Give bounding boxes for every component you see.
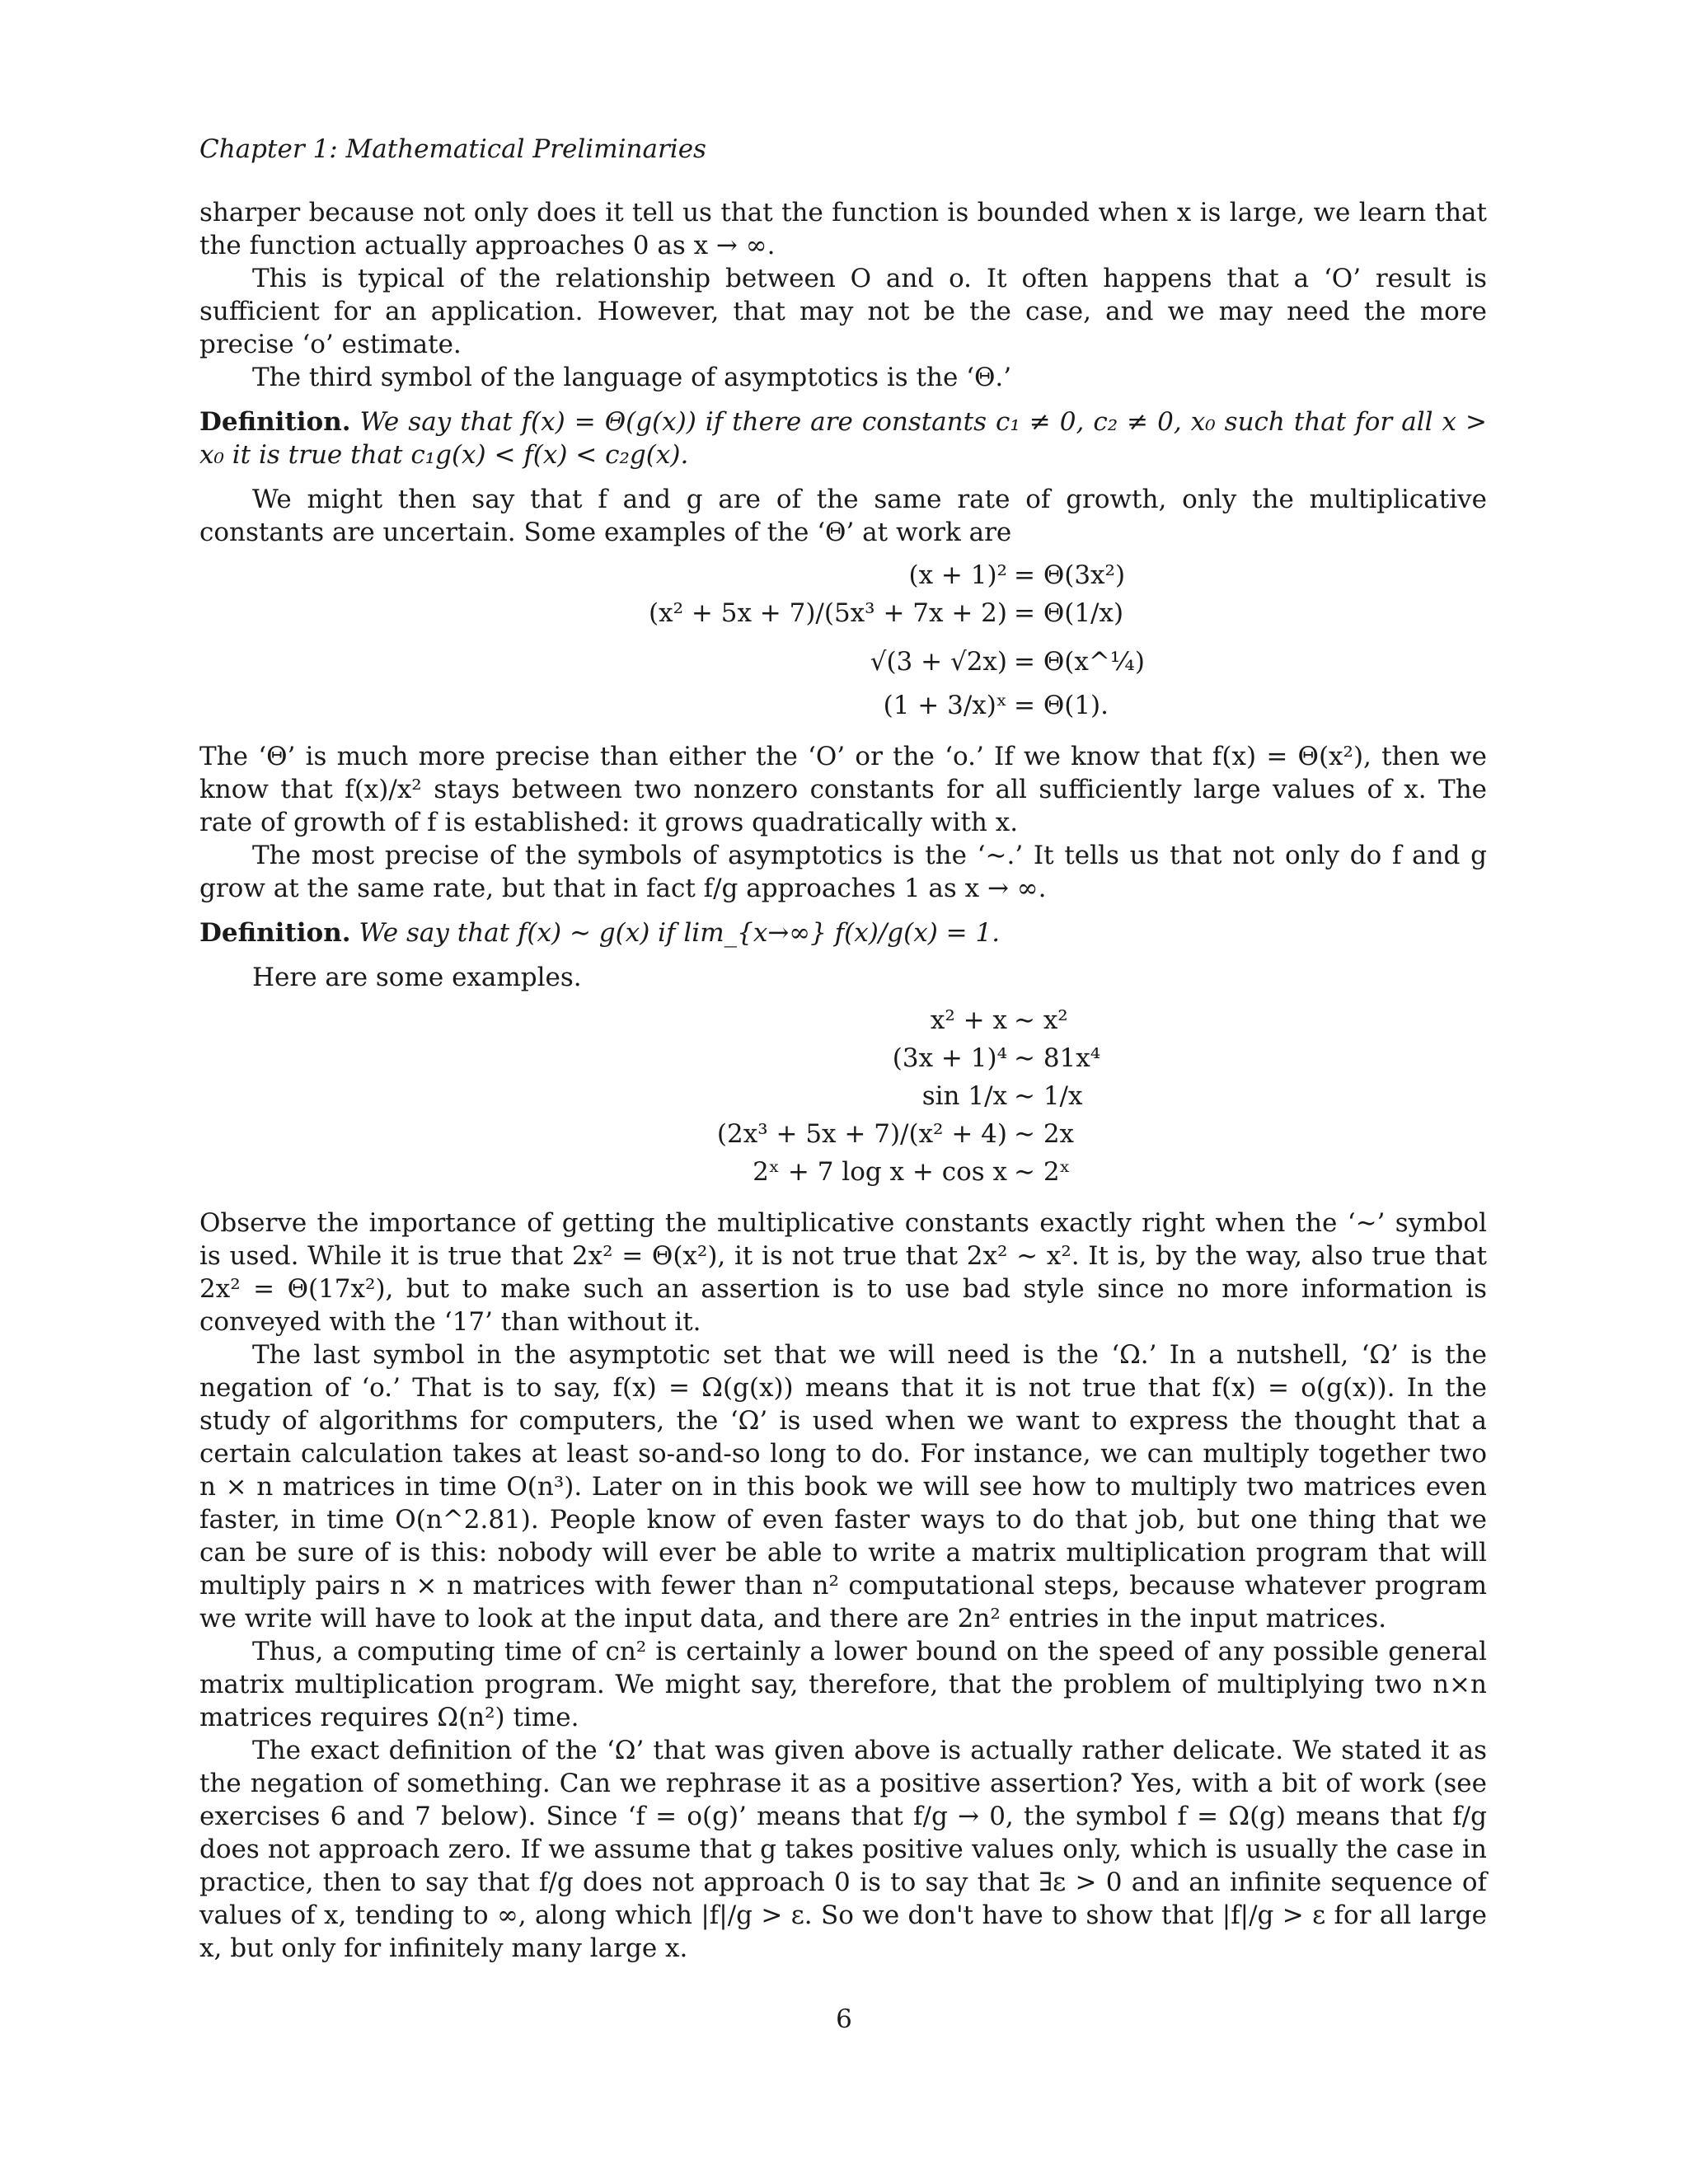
equation-row xyxy=(199,1080,1487,1118)
equation-row xyxy=(199,1155,1487,1193)
equation-lhs: (3x + 1)⁴ xyxy=(892,1043,1007,1073)
body-text xyxy=(199,196,1487,1965)
equation-rhs: ∼ 2x xyxy=(1014,1119,1075,1149)
paragraph: The exact definition of the ‘Ω’ that was given above is actually rather delicate. We stated it as the negation of something. Can we rephrase it as a positive assertion? Yes, with a bit of work (see exercises 6 and 7 below). Since ‘f = o(g)’ means that f/g → 0, the symbol f = Ω(g) means that f/g does not approach zero. If we assume that g takes positive values only, which is usually the case in practice, then to say that f/g does not approach 0 is to say that ∃ε > 0 and an infinite sequence of values of x, tending to ∞, along which |f|/g > ε. So we don't have to show that |f|/g > ε for all large x, but only for infinitely many large x. xyxy=(199,1736,1487,1963)
equation-rhs: = Θ(3x²) xyxy=(1014,560,1126,590)
equation-lhs: √(3 + √2x) xyxy=(870,647,1007,677)
equation-lhs: 2ˣ + 7 log x + cos x xyxy=(753,1157,1007,1187)
running-head: Chapter 1: Mathematical Preliminaries xyxy=(199,134,706,164)
paragraph: Observe the importance of getting the multiplicative constants exactly right when the ‘∼’ symbol is used. While it is true that 2x² = Θ(x²), it is not true that 2x² ∼ x². It is, by the way, also true that 2x² = Θ(17x²), but to make such an assertion is to use bad style since no more information is conveyed with the ‘17’ than without it. xyxy=(199,1208,1487,1337)
definition-theta xyxy=(199,405,1487,471)
theta-examples xyxy=(199,559,1487,727)
paragraph: sharper because not only does it tell us that the function is bounded when x is large, we learn that the function actually approaches 0 as x → ∞. xyxy=(199,198,1487,260)
equation-row xyxy=(199,597,1487,635)
definition-label: Definition. xyxy=(199,918,351,948)
paragraph: This is typical of the relationship between O and o. It often happens that a ‘O’ result is sufficient for an application. However, that may not be the case, and we may need the more precise ‘o’ estimate. xyxy=(199,264,1487,359)
paragraph: The last symbol in the asymptotic set that we will need is the ‘Ω.’ In a nutshell, ‘Ω’ is the negation of ‘o.’ That is to say, f(x) = Ω(g(x)) means that it is not true that f(x) = o(g(x)). In the study of algorithms for computers, the ‘Ω’ is used when we want to express the thought that a certain calculation takes at least so-and-so long to do. For instance, we can multiply together two n × n matrices in time O(n³). Later on in this book we will see how to multiply two matrices even faster, in time O(n^2.81). People know of even faster ways to do that job, but one thing that we can be sure of is this: nobody will ever be able to write a matrix multiplication program that will multiply pairs n × n matrices with fewer than n² computational steps, because whatever program we write will have to look at the input data, and there are 2n² entries in the input matrices. xyxy=(199,1340,1487,1633)
equation-rhs: ∼ 81x⁴ xyxy=(1014,1043,1101,1073)
equation-lhs: (x + 1)² xyxy=(908,560,1007,590)
equation-row xyxy=(199,1042,1487,1080)
equation-rhs: ∼ x² xyxy=(1014,1005,1068,1035)
equation-lhs: (x² + 5x + 7)/(5x³ + 7x + 2) xyxy=(649,598,1007,628)
equation-row xyxy=(199,1118,1487,1155)
equation-row xyxy=(199,1004,1487,1042)
paragraph: Thus, a computing time of cn² is certainly a lower bound on the speed of any possible general matrix multiplication program. We might say, therefore, that the problem of multiplying two n×n matrices requires Ω(n²) time. xyxy=(199,1637,1487,1732)
equation-rhs: = Θ(1/x) xyxy=(1014,598,1124,628)
paragraph: The most precise of the symbols of asymptotics is the ‘∼.’ It tells us that not only do f and g grow at the same rate, but that in fact f/g approaches 1 as x → ∞. xyxy=(199,841,1487,903)
definition-body: We say that f(x) ∼ g(x) if lim_{x→∞} f(x)/g(x) = 1. xyxy=(359,918,1001,948)
equation-rhs: = Θ(x^¼) xyxy=(1014,647,1145,677)
paragraph: The ‘Θ’ is much more precise than either the ‘O’ or the ‘o.’ If we know that f(x) = Θ(x²), then we know that f(x)/x² stays between two nonzero constants for all sufficiently large values of x. The rate of growth of f is established: it grows quadratically with x. xyxy=(199,742,1487,837)
equation-lhs: (1 + 3/x)ˣ xyxy=(883,691,1007,720)
equation-row xyxy=(199,635,1487,689)
equation-lhs: x² + x xyxy=(930,1005,1007,1035)
equation-lhs: sin 1/x xyxy=(921,1081,1007,1111)
equation-rhs: ∼ 2ˣ xyxy=(1014,1157,1071,1187)
definition-sim xyxy=(199,916,1487,949)
paragraph: We might then say that f and g are of the same rate of growth, only the multiplicative constants are uncertain. Some examples of the ‘Θ’ at work are xyxy=(199,485,1487,547)
paragraph: Here are some examples. xyxy=(252,963,582,992)
sim-examples xyxy=(199,1004,1487,1193)
equation-rhs: = Θ(1). xyxy=(1014,691,1109,720)
equation-rhs: ∼ 1/x xyxy=(1014,1081,1083,1111)
paragraph: The third symbol of the language of asymptotics is the ‘Θ.’ xyxy=(252,363,1012,392)
equation-row xyxy=(199,559,1487,597)
page-number: 6 xyxy=(836,2004,852,2034)
equation-row xyxy=(199,689,1487,727)
equation-lhs: (2x³ + 5x + 7)/(x² + 4) xyxy=(716,1119,1007,1149)
definition-body: We say that f(x) = Θ(g(x)) if there are constants c₁ ≠ 0, c₂ ≠ 0, x₀ such that for all x > x₀ it is true that c₁g(x) < f(x) < c₂g(x). xyxy=(199,407,1487,470)
definition-label: Definition. xyxy=(199,407,351,437)
